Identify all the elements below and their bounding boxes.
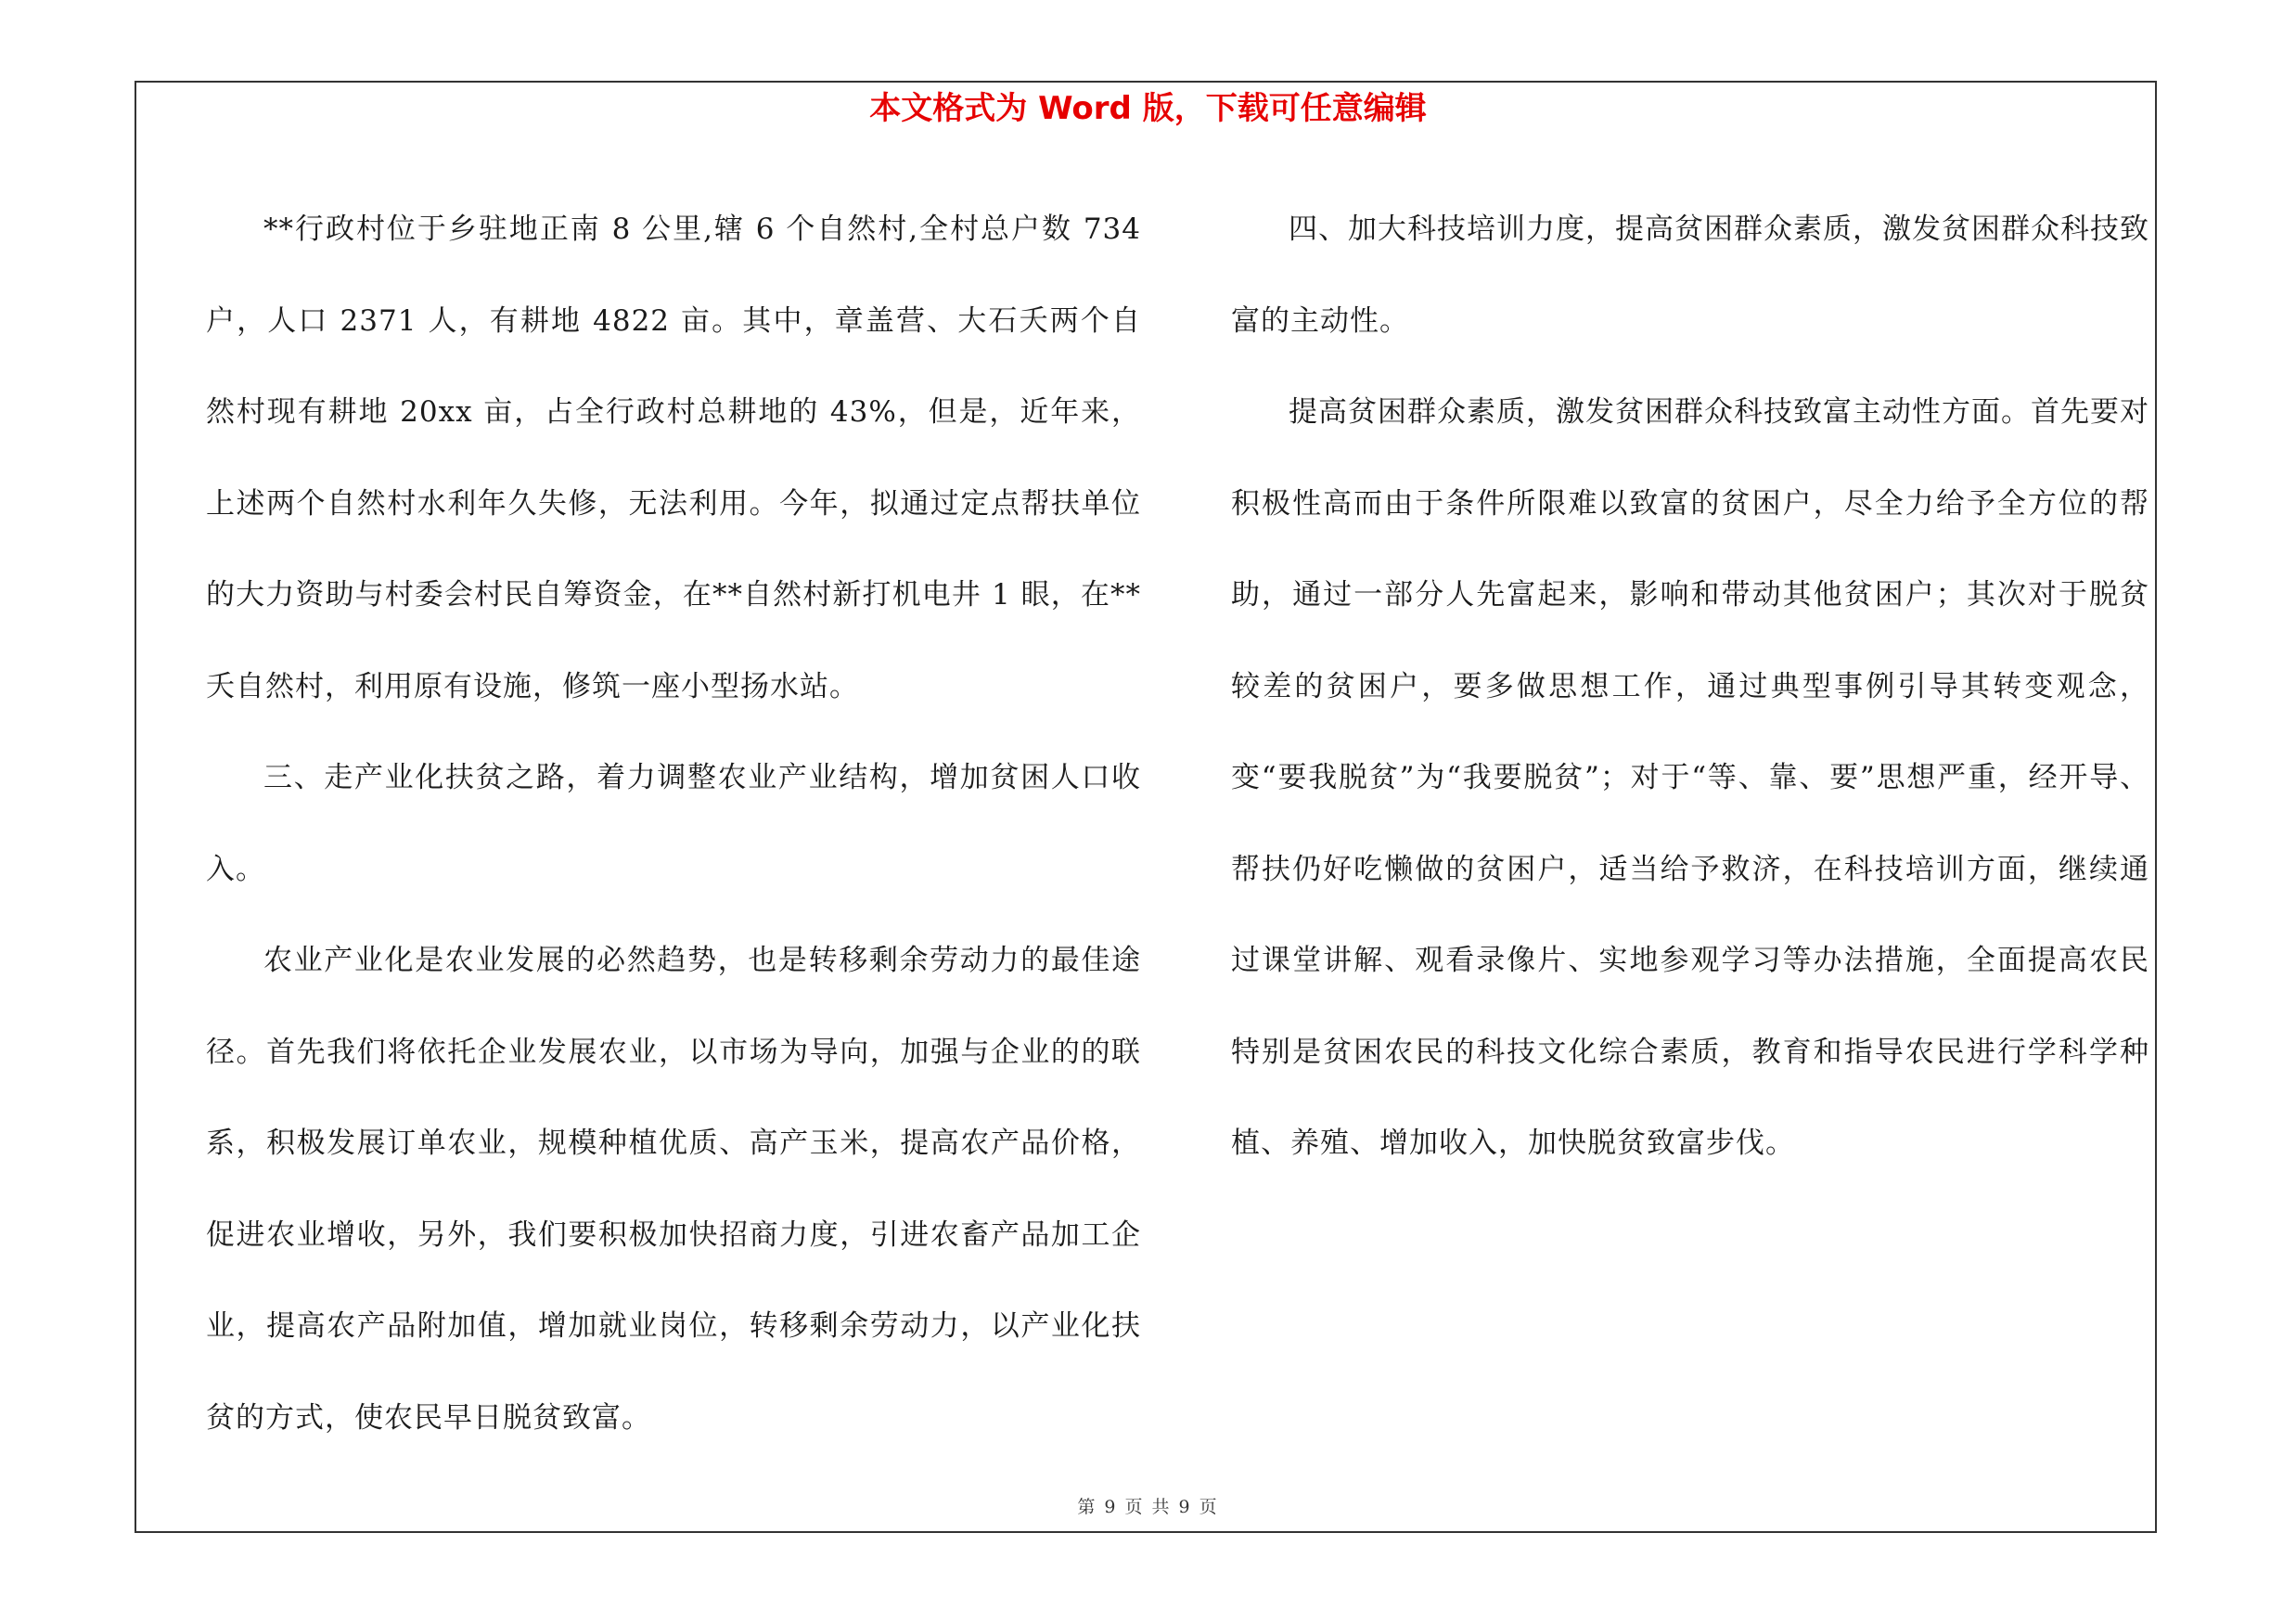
page-number: 第 9 页 共 9 页 xyxy=(1077,1497,1219,1517)
word-format-banner: 本文格式为 Word 版，下载可任意编辑 xyxy=(869,90,1427,127)
paragraph-heading-tech-training: 四、加大科技培训力度，提高贫困群众素质，激发贫困群众科技致富的主动性。 xyxy=(1231,213,2149,338)
paragraph-heading-industrialization: 三、走产业化扶贫之路，着力调整农业产业结构，增加贫困人口收入。 xyxy=(206,761,1141,886)
paragraph-village-water: **行政村位于乡驻地正南 8 公里,辖 6 个自然村,全村总户数 734 户，人口 2371 人，有耕地 4822 亩。其中，章盖营、大石夭两个自然村现有耕地 20xx 亩，占全行政村总耕地的 43%，但是，近年来，上述两个自然村水利年久失修，无法利用。今年，拟通过定点帮扶单位的大力资助与村委会村民自筹资金，在**自然村新打机电井 1 眼，在**夭自然村，利用原有设施，修筑一座小型扬水站。 xyxy=(206,213,1141,703)
paragraph-tech-training-details: 提高贫困群众素质，激发贫困群众科技致富主动性方面。首先要对积极性高而由于条件所限难以致富的贫困户，尽全力给予全方位的帮助，通过一部分人先富起来，影响和带动其他贫困户；其次对于脱贫较差的贫困户，要多做思想工作，通过典型事例引导其转变观念，变“要我脱贫”为“我要脱贫”；对于“等、靠、要”思想严重，经开导、帮扶仍好吃懒做的贫困户，适当给予救济，在科技培训方面，继续通过课堂讲解、观看录像片、实地参观学习等办法措施，全面提高农民特别是贫困农民的科技文化综合素质，教育和指导农民进行学科学种植、养殖、增加收入，加快脱贫致富步伐。 xyxy=(1231,395,2149,1160)
right-column xyxy=(1231,184,2149,1190)
paragraph-agriculture-industrialization: 农业产业化是农业发展的必然趋势，也是转移剩余劳动力的最佳途径。首先我们将依托企业发展农业，以市场为导向，加强与企业的的联系，积极发展订单农业，规模种植优质、高产玉米，提高农产品价格，促进农业增收，另外，我们要积极加快招商力度，引进农畜产品加工企业，提高农产品附加值，增加就业岗位，转移剩余劳动力，以产业化扶贫的方式，使农民早日脱贫致富。 xyxy=(206,944,1141,1435)
left-column xyxy=(206,184,1141,1463)
